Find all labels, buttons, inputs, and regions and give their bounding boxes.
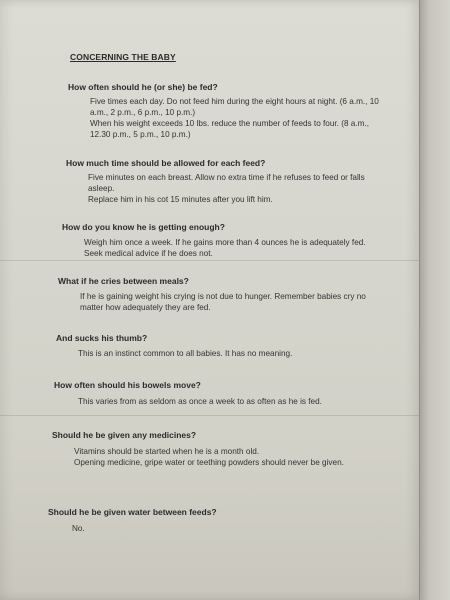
answer-paragraph: This is an instinct common to all babies. It has no meaning.: [78, 349, 293, 358]
answer-feed-duration: [88, 172, 382, 205]
question-water-between-feeds: Should he be given water between feeds?: [48, 507, 217, 517]
question-getting-enough: How do you know he is getting enough?: [62, 222, 225, 232]
next-page-edge: [419, 0, 450, 600]
answer-paragraph: This varies from as seldom as once a week to as often as he is fed.: [78, 397, 322, 406]
question-bowel-movement: How often should his bowels move?: [54, 380, 201, 390]
answer-paragraph: If he is gaining weight his crying is not due to hunger. Remember babies cry no matter how adequately they are fed.: [80, 292, 366, 312]
answer-paragraph: Replace him in his cot 15 minutes after you lift him.: [88, 195, 273, 204]
answer-paragraph: Weigh him once a week. If he gains more than 4 ounces he is adequately fed. Seek medical advice if he does not.: [84, 238, 366, 258]
answer-sucks-thumb: [78, 348, 378, 359]
question-medicines: Should he be given any medicines?: [52, 430, 197, 440]
answer-paragraph: Five minutes on each breast. Allow no extra time if he refuses to feed or falls asleep.: [88, 173, 365, 193]
answer-paragraph: Five times each day. Do not feed him during the eight hours at night. (6 a.m., 10 a.m., 2 p.m., 6 p.m., 10 p.m.): [90, 97, 379, 117]
answer-feeding-frequency: [90, 96, 382, 140]
answer-cries-between-meals: [80, 291, 382, 313]
question-sucks-thumb: And sucks his thumb?: [56, 333, 148, 343]
answer-water-between-feeds: [72, 523, 272, 534]
answer-medicines: [74, 446, 390, 468]
question-cries-between-meals: What if he cries between meals?: [58, 276, 189, 286]
answer-paragraph: When his weight exceeds 10 lbs. reduce the number of feeds to four. (8 a.m., 12.30 p.m., 5 p.m., 10 p.m.): [90, 119, 369, 139]
answer-paragraph: Opening medicine, gripe water or teething powders should never be given.: [74, 458, 344, 467]
question-feed-duration: How much time should be allowed for each feed?: [66, 158, 266, 168]
question-feeding-frequency: How often should he (or she) be fed?: [68, 82, 218, 92]
answer-getting-enough: [84, 237, 382, 259]
answer-bowel-movement: [78, 396, 388, 407]
section-heading: CONCERNING THE BABY: [70, 52, 176, 62]
answer-paragraph: No.: [72, 524, 85, 533]
answer-paragraph: Vitamins should be started when he is a month old.: [74, 447, 260, 456]
